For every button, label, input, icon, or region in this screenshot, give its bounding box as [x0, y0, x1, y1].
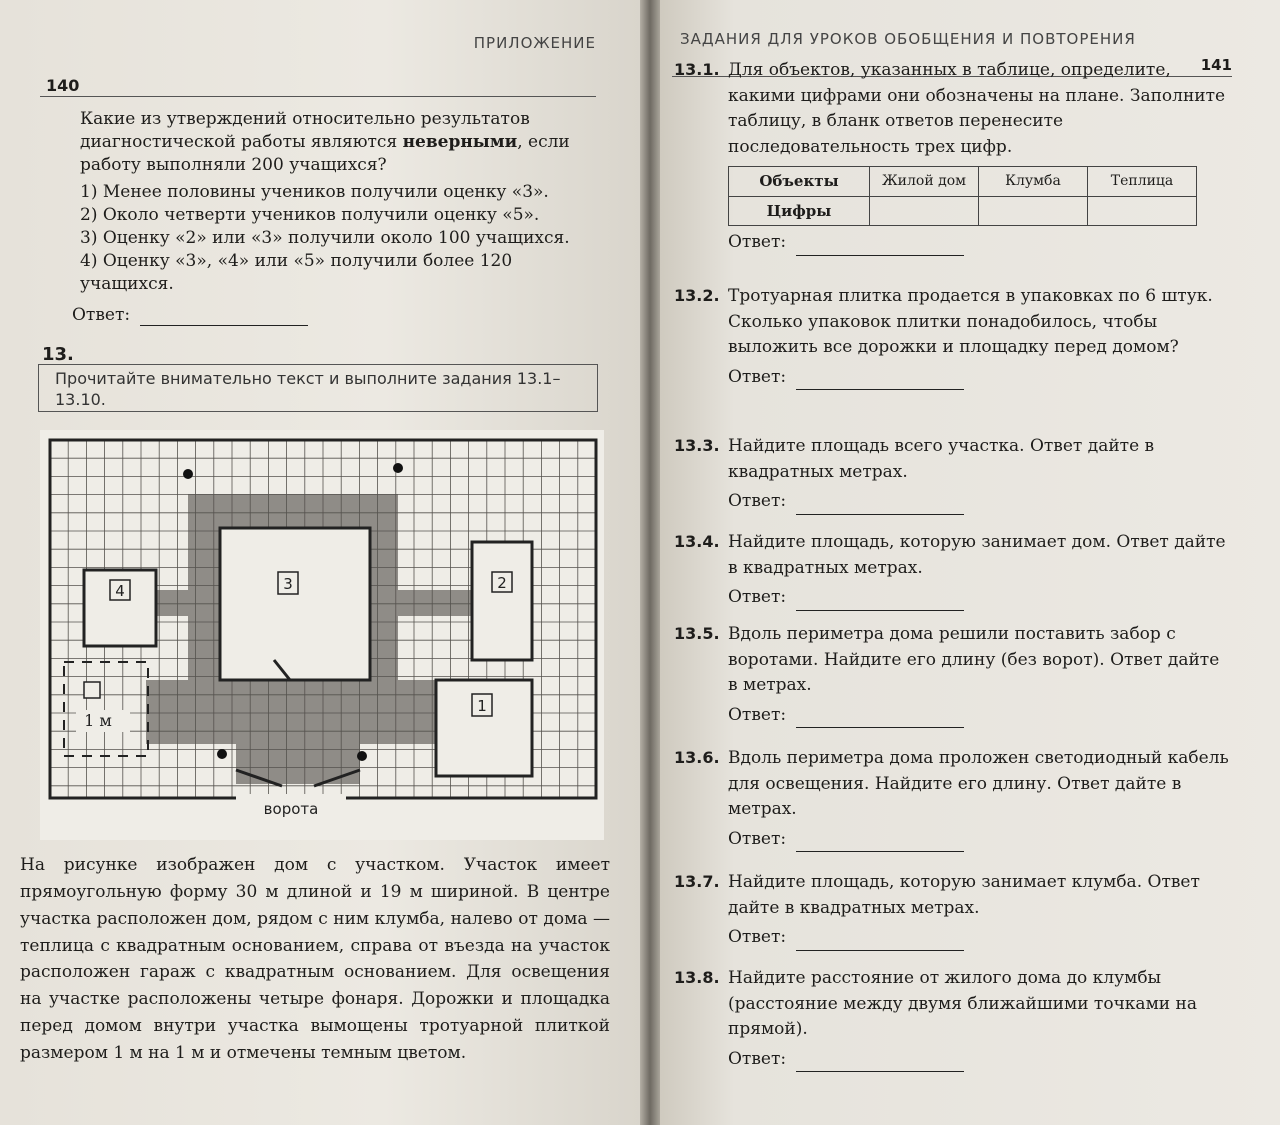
exercise-number: 13.5. [674, 624, 720, 643]
table-row [729, 167, 1197, 197]
question-text [80, 108, 600, 177]
answer-label: Ответ: [728, 1048, 787, 1069]
table-cell[interactable] [870, 196, 979, 226]
page-number: 141 [1200, 56, 1232, 74]
exercise-13-5 [674, 622, 1234, 728]
table-row-header: Объекты [729, 167, 870, 197]
answer-label: Ответ: [728, 704, 787, 725]
answer-row [728, 365, 1234, 391]
exercise-text: Тротуарная плитка продается в упаковках по 6 штук. Сколько упаковок плитки понадобилось, чтобы выложить все дорожки и площадку перед домом? [728, 286, 1213, 357]
label-3: 3 [283, 575, 293, 593]
answer-blank[interactable] [796, 839, 964, 852]
description-text: На рисунке изображен дом с участком. Участок имеет прямоугольную форму 30 м длиной и 19 м шириной. В центре участка расположен дом, рядом с ним клумба, налево от дома — теплица с квадратным основанием, справа от въезда на участок расположен гараж с квадратным основанием. Для освещения на участке расположены четыре фонаря. Дорожки и площадка перед домом внутри участка вымощены тротуарной плиткой размером 1 м на 1 м и отмечены темным цветом. [20, 855, 610, 1064]
question-text-end: , если работу выполняли 200 учащихся? [80, 131, 570, 175]
paving-tile-area [146, 680, 436, 744]
table-cell[interactable] [1088, 196, 1197, 226]
label-1: 1 [477, 697, 487, 715]
instruction-box: Прочитайте внимательно текст и выполните задания 13.1–13.10. [38, 364, 598, 412]
question-text-start: Какие из утверждений относительно результатов диагностической работы являются [80, 109, 530, 152]
book-spine [640, 0, 660, 1125]
object-2 [472, 542, 532, 660]
answer-blank[interactable] [796, 243, 964, 256]
unit-square [84, 682, 100, 698]
table-cell[interactable] [979, 196, 1088, 226]
table-column-header: Клумба [979, 167, 1088, 197]
exercise-13-6 [674, 746, 1234, 852]
exercise-text: Найдите площадь всего участка. Ответ дайте в квадратных метрах. [728, 436, 1155, 482]
lamp [217, 749, 227, 759]
exercise-number: 13.3. [674, 436, 720, 455]
exercise-13-1 [674, 58, 1234, 256]
objects-table [728, 166, 1197, 226]
paving-tile-area [370, 590, 472, 616]
answer-row [728, 489, 1234, 515]
option: 2) Около четверти учеников получили оценку «5». [80, 204, 540, 225]
exercise-number: 13.1. [674, 60, 720, 79]
answer-row [728, 585, 1234, 611]
answer-label: Ответ: [72, 304, 131, 325]
exercise-number: 13.4. [674, 532, 720, 551]
exercise-13-8 [674, 966, 1234, 1072]
question-block [72, 108, 600, 326]
lamp [357, 751, 367, 761]
answer-row [728, 703, 1234, 729]
label-4: 4 [115, 582, 125, 600]
answer-row [72, 304, 600, 327]
exercise-text: Вдоль периметра дома решили поставить забор с воротами. Найдите его длину (без ворот). Ответ дайте в метрах. [728, 624, 1220, 695]
exercise-13-2 [674, 284, 1234, 390]
scale-label: 1 м [84, 711, 112, 730]
gate-label: ворота [263, 800, 319, 818]
table-column-header: Теплица [1088, 167, 1197, 197]
exercise-13-7 [674, 870, 1234, 951]
task-number: 13. [42, 344, 74, 365]
paving-tile-area [156, 590, 220, 616]
right-page [660, 0, 1280, 1125]
answer-blank[interactable] [140, 313, 308, 326]
answer-blank[interactable] [796, 502, 964, 515]
option: 3) Оценку «2» или «3» получили около 100 учащихся. [80, 227, 570, 248]
exercise-text: Найдите площадь, которую занимает клумба. Ответ дайте в квадратных метрах. [728, 872, 1200, 918]
page-number: 140 [46, 76, 80, 95]
table-row-header: Цифры [729, 196, 870, 226]
answer-label: Ответ: [728, 927, 787, 947]
options-list [80, 181, 600, 296]
answer-blank[interactable] [796, 1059, 964, 1072]
answer-row [728, 1047, 1234, 1073]
label-2: 2 [497, 574, 507, 592]
answer-row [728, 230, 1234, 256]
table-column-header: Жилой дом [870, 167, 979, 197]
exercise-number: 13.8. [674, 968, 720, 987]
lamp [393, 463, 403, 473]
header-rule [40, 96, 596, 97]
option: 1) Менее половины учеников получили оценку «3». [80, 181, 549, 202]
answer-label: Ответ: [728, 366, 787, 387]
exercise-13-3 [674, 434, 1234, 515]
exercise-number: 13.7. [674, 872, 720, 891]
running-head: ЗАДАНИЯ ДЛЯ УРОКОВ ОБОБЩЕНИЯ И ПОВТОРЕНИЯ [680, 30, 1136, 48]
answer-row [728, 925, 1234, 951]
exercise-text: Для объектов, указанных в таблице, определите, какими цифрами они обозначены на плане. Заполните таблицу, в бланк ответов перенесите последовательность трех цифр. [728, 60, 1226, 157]
answer-blank[interactable] [796, 598, 964, 611]
exercise-13-4 [674, 530, 1234, 611]
running-head: ПРИЛОЖЕНИЕ [473, 34, 596, 52]
answer-blank[interactable] [796, 938, 964, 951]
lamp [183, 469, 193, 479]
exercise-number: 13.6. [674, 748, 720, 767]
answer-label: Ответ: [728, 232, 787, 252]
site-plan [40, 430, 604, 840]
answer-label: Ответ: [728, 828, 787, 849]
exercise-text: Вдоль периметра дома проложен светодиодный кабель для освещения. Найдите его длину. Ответ дайте в метрах. [728, 748, 1229, 819]
answer-row [728, 827, 1234, 853]
house [220, 528, 370, 680]
answer-blank[interactable] [796, 715, 964, 728]
exercise-text: Найдите расстояние от жилого дома до клумбы (расстояние между двумя ближайшими точками на прямой). [728, 968, 1197, 1039]
answer-blank[interactable] [796, 377, 964, 390]
answer-label: Ответ: [728, 491, 787, 511]
option: 4) Оценку «3», «4» или «5» получили более 120 учащихся. [80, 250, 513, 294]
answer-label: Ответ: [728, 587, 787, 607]
table-row [729, 196, 1197, 226]
question-text-bold: неверными [402, 131, 518, 152]
exercise-text: Найдите площадь, которую занимает дом. Ответ дайте в квадратных метрах. [728, 532, 1226, 578]
exercise-number: 13.2. [674, 286, 720, 305]
